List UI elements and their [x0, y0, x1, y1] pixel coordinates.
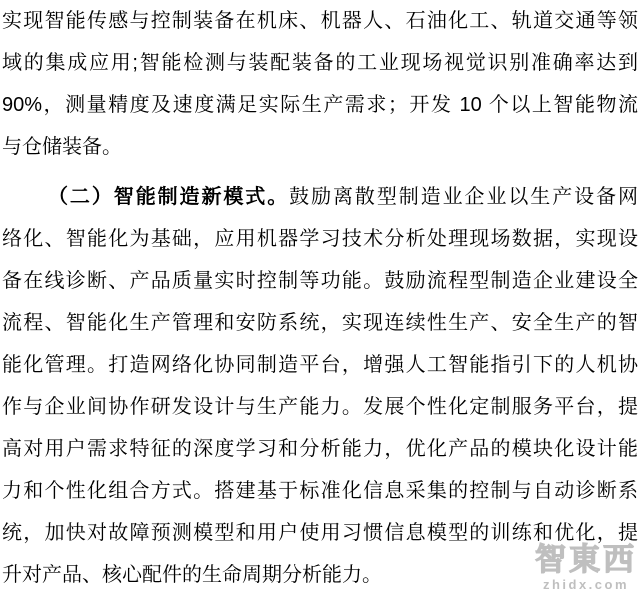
zhidx-logo: 智東西: [535, 542, 637, 577]
text-line: 能化管理。打造网络化协同制造平台，增强人工智能指引下的人机协: [2, 354, 638, 376]
text-line: 作与企业间协作研发设计与生产能力。发展个性化定制服务平台，提: [2, 396, 638, 418]
text-line-lead: [2, 176, 638, 218]
section-heading: （二）智能制造新模式。: [48, 186, 290, 208]
text-line: 力和个性化组合方式。搭建基于标准化信息采集的控制与自动诊断系: [2, 480, 638, 502]
text-line: 实现智能传感与控制装备在机床、机器人、石油化工、轨道交通等领: [2, 10, 638, 32]
text-line: 高对用户需求特征的深度学习和分析能力，优化产品的模块化设计能: [2, 438, 638, 460]
text-line: 升对产品、核心配件的生命周期分析能力。: [2, 564, 382, 586]
paragraph-1: [2, 0, 638, 168]
text-line: 流程、智能化生产管理和安防系统，实现连续性生产、安全生产的智: [2, 312, 638, 334]
text-line: 90%，测量精度及速度满足实际生产需求；开发 10 个以上智能物流: [2, 94, 638, 116]
paragraph-2: [2, 176, 638, 596]
zhidx-url-text: zhidx.com: [542, 577, 630, 592]
text-line: 统，加快对故障预测模型和用户使用习惯信息模型的训练和优化，提: [2, 522, 638, 544]
section-lead-text: 鼓励离散型制造业企业以生产设备网: [289, 186, 638, 208]
text-line: 与仓储装备。: [2, 136, 122, 158]
text-line: 备在线诊断、产品质量实时控制等功能。鼓励流程型制造企业建设全: [2, 270, 638, 292]
text-line: 域的集成应用;智能检测与装配装备的工业现场视觉识别准确率达到: [2, 52, 638, 74]
text-line: 络化、智能化为基础，应用机器学习技术分析处理现场数据，实现设: [2, 228, 638, 250]
